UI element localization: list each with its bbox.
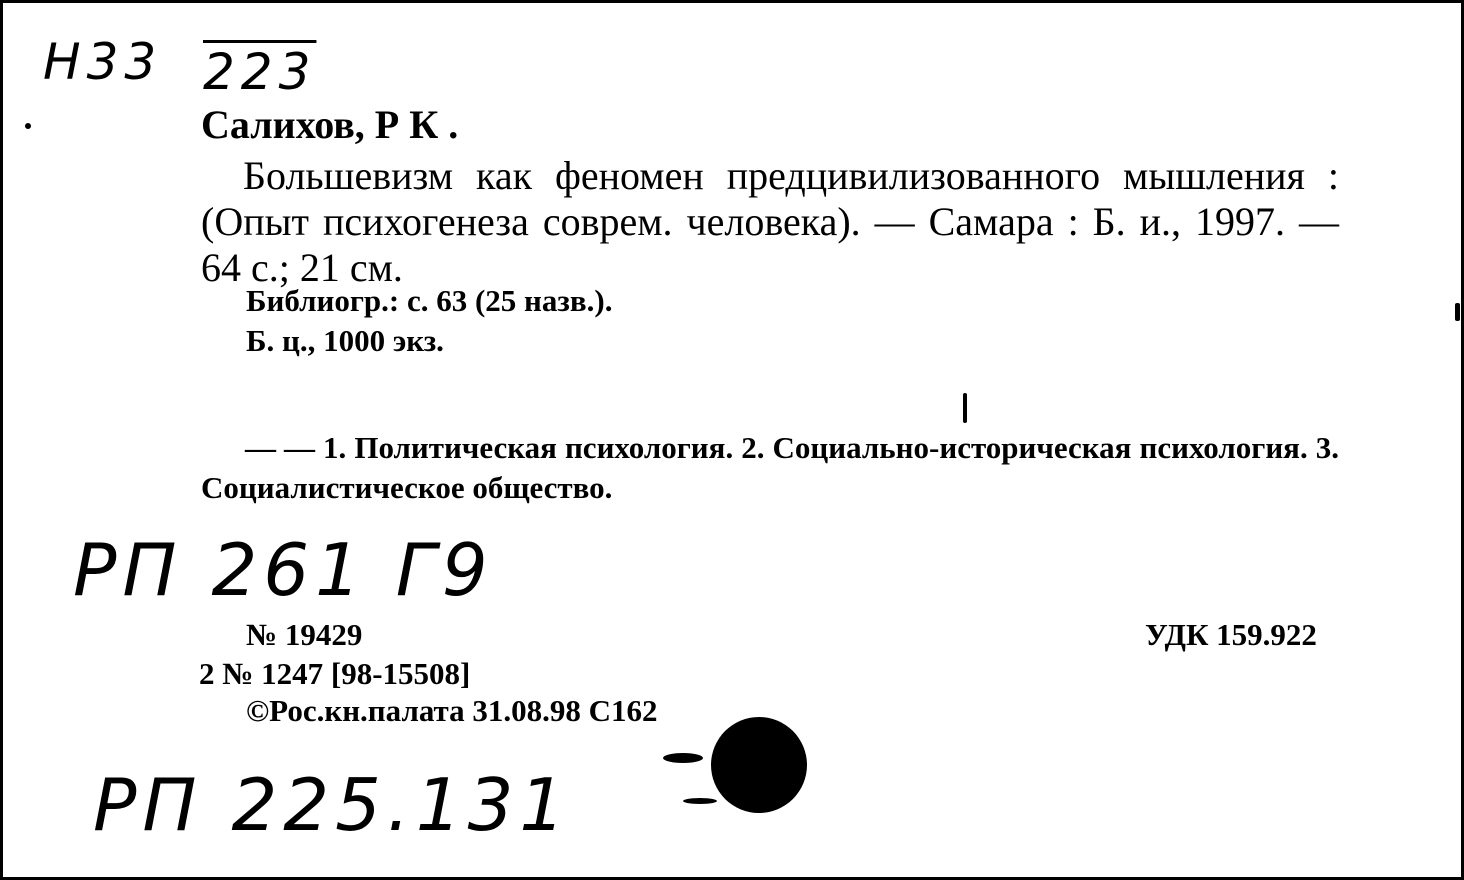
ink-speck	[683, 798, 717, 804]
ink-speck	[25, 123, 31, 129]
ink-speck	[663, 753, 703, 763]
handwritten-call-number-1: РП 261 Г9	[73, 528, 494, 612]
price-note: Б. ц., 1000 экз.	[246, 323, 444, 358]
record-number: 2 № 1247 [98-15508]	[199, 656, 471, 691]
title-description: Большевизм как феномен предцивилизованного мышления : (Опыт психогенеза соврем. человека). — Самара : Б. и., 1997. — 64 с.; 21 см.	[201, 153, 1339, 290]
subject-headings: — — 1. Политическая психология. 2. Социально-историческая психология. 3. Социалистическое общество.	[201, 430, 1339, 505]
udk-code: УДК 159.922	[1145, 617, 1317, 652]
author-heading: Салихов, Р К .	[201, 102, 459, 147]
ink-speck	[1455, 303, 1460, 321]
handwritten-call-number-2: РП 225.131	[93, 763, 572, 847]
copyright-line: ©Рос.кн.палата 31.08.98 С162	[246, 693, 658, 728]
registration-number: № 19429	[246, 617, 363, 652]
ink-speck	[963, 393, 967, 423]
bibliography-note: Библиогр.: с. 63 (25 назв.).	[246, 283, 613, 318]
shelf-mark: Н33	[43, 33, 163, 91]
ink-blot	[711, 717, 807, 813]
shelf-mark-number: 223	[203, 43, 317, 101]
